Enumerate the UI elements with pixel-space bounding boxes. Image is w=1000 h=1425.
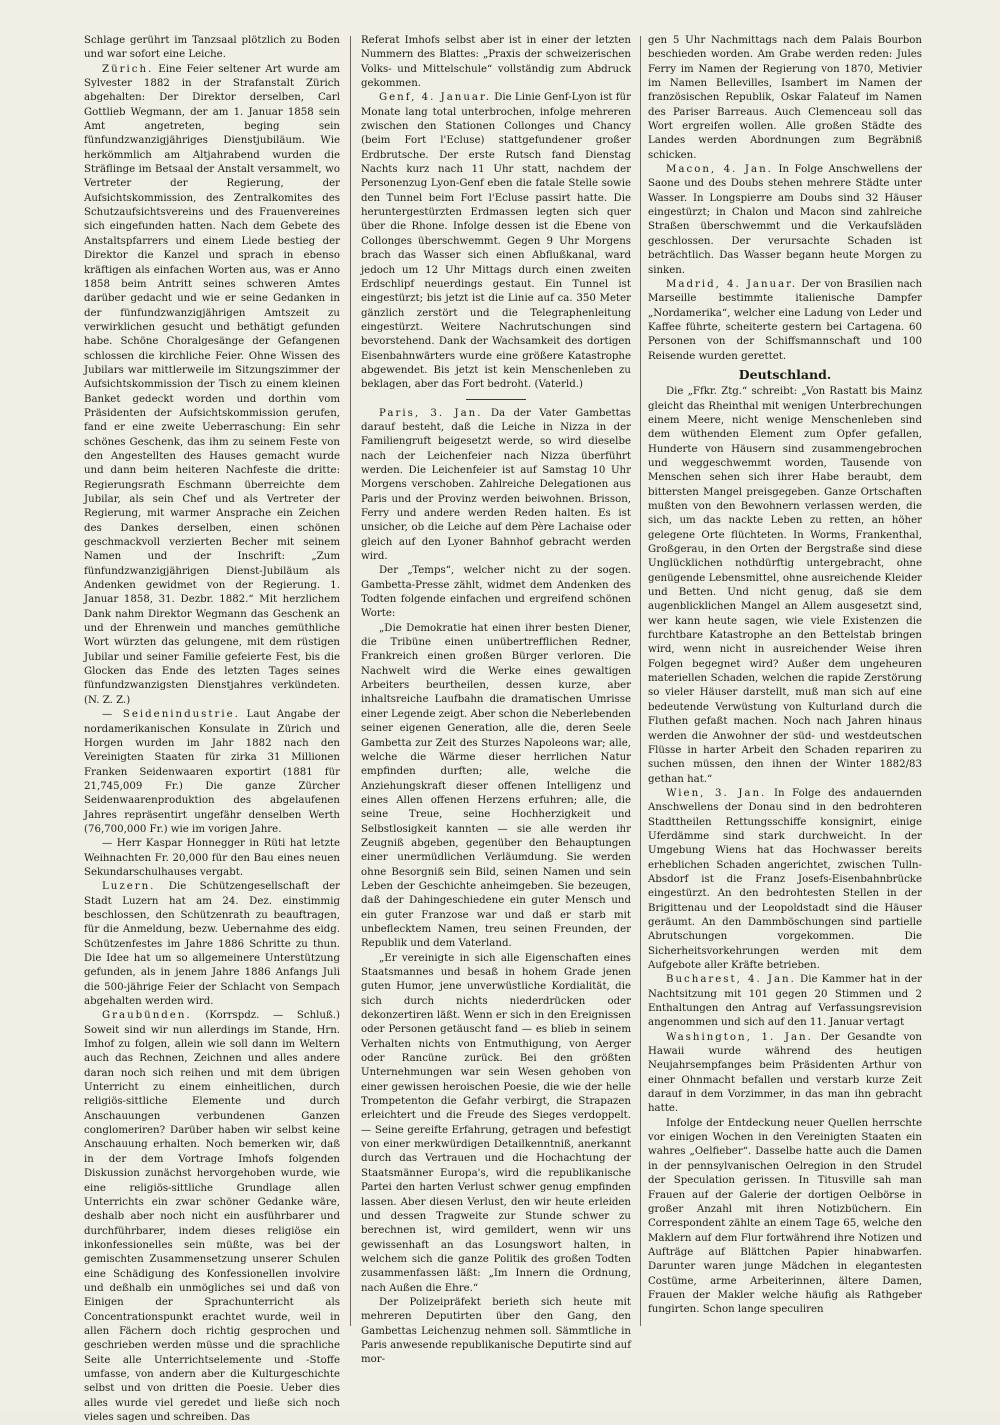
dateline: Zürich. [102, 63, 154, 75]
section-heading: Deutschland. [738, 366, 832, 382]
article-paragraph: Infolge der Entdeckung neuer Quellen herrschte vor einigen Wochen in den Vereinigten Staaten ein wahres „Oelfieber“. Dasselbe hatte auch die Damen in der pennsylvanischen Oelregion in den Strudel der Speculation gerissen. In Titusville sah man Frauen auf der Galerie der dortigen Oelbörse in großer Anzahl mit ihren Notizbüchern. Ein Correspondent zählte an einem Tage 65, welche den Maklern auf dem Flur fortwährend ihre Notizen und Aufträge auf Blättchen Papier hinabwarfen. Darunter waren junge Mädchen in elegantesten Costüme, arme Arbeiterinnen, ältere Damen, Frauen der Makler welche häufig als Rathgeber fungirten. Schon lange speculiren [648, 1117, 922, 1316]
article-paragraph: „Die Demokratie hat einen ihrer besten Diener, die Tribüne einen unübertrefflichen Redner, Frankreich einen großen Bürger verloren. Die Nachwelt wird die Werke eines gewaltigen Arbeiters beurtheilen, dessen kurze, aber inhaltsreiche Laufbahn die dramatischen Umrisse einer Legende zeigt. Aber schon die Neberlebenden seiner eigenen Generation, alle die, deren Seele Gambetta zur Zeit des Sturzes Napoleons war; alle, welche die Wärme dieser herrlichen Natur empfinden durften; alle, welche die Anziehungskraft dieser offenen Intelligenz und eines Allen offenen Herzens erfuhren; alle, die seine Treue, seine Hochherzigkeit und Selbstlosigkeit kannten — sie alle werden ihr Zeugniß abgeben, gegenüber den Behauptungen einer unermüdlichen Verläumdung. Sie werden ohne Besorgniß sein Bild, seinen Namen und sein Leben der Geschichte anheimgeben. Sie bezeugen, daß der Dahingeschiedene ein guter Mensch und ein guter Franzose war und daß er starb mit unbeflecktem Namen, treu seinen Freunden, der Republik und dem Vaterland. [361, 622, 631, 950]
article-paragraph: Bucharest, 4. Jan. Die Kammer hat in der Nachtsitzung mit 101 gegen 20 Stimmen und 2 Enthaltungen den Antrag auf Verfassungsrevision angenommen und sich auf den 11. Januar vertagt [648, 974, 922, 1029]
article-paragraph: Paris, 3. Jan. Da der Vater Gambettas darauf besteht, daß die Leiche in Nizza in der Familiengruft beigesetzt werde, so wird dieselbe nach der Leichenfeier nach Nizza überführt werden. Die Leichenfeier ist auf Samstag 10 Uhr Morgens verschoben. Zahlreiche Delegationen aus Paris und der Provinz werden beiwohnen. Brisson, Ferry und andere werden Reden halten. Es ist unsicher, ob die Leiche auf dem Père Lachaise oder gleich auf den Lyoner Bahnhof gebracht werden wird. [361, 407, 631, 563]
dateline: Madrid, 4. Januar. [666, 278, 798, 290]
dateline: Der Polizeipräfekt [379, 1296, 481, 1308]
article-paragraph: „Er vereinigte in sich alle Eigenschaften eines Staatsmannes und besaß in hohem Grade jenen guten Humor, jene unverwüstliche Kordialität, die sich durch nichts niederdrücken oder dekonzertiren läßt. Wenn er sich in den Ereignissen oder Personen getäuscht fand — es blieb in seinem Verhalten nichts von Entmuthigung, von Aerger oder Rancüne zurück. Bei den größten Unternehmungen war sein Wesen gehoben von einer gewissen heroischen Poesie, die wie der helle Trompetenton die Gefahr verbirgt, die Strapazen erleichtert und die Freude des Sieges verdoppelt. — Seine gereifte Erfahrung, getragen und befestigt von einer merkwürdigen Detailkenntniß, anerkannt durch das Vertrauen und die Hochachtung der Staatsmänner Europa's, wird die republikanische Partei den harten Verlust schwer genug empfinden lassen. Aber diesen Verlust, den wir heute erleiden und dessen Tragweite zur Stunde schwer zu berechnen ist, wird gemildert, wenn wir uns gewissenhaft an das Losungswort halten, in welchem sich die ganze Politik des großen Todten zusammenfassen läßt: „Im Innern die Ordnung, nach Außen die Ehre.“ [361, 952, 631, 1294]
dateline: — Herr Kaspar Honnegger in Rüti [102, 838, 286, 850]
article-separator [466, 399, 526, 400]
dateline: Macon, 4. Jan. [666, 164, 773, 176]
article-paragraph: Macon, 4. Jan. In Folge Anschwellens der Saone und des Doubs stehen mehrere Städte unter Wasser. In Longspierre am Doubs sind 32 Häuser eingestürzt; in Chalon und Macon sind zahlreiche Straßen überschwemmt und die Verkaufsläden geschlossen. Der verursachte Schaden ist beträchtlich. Das Wasser begann heute Morgen zu sinken. [648, 164, 922, 276]
column-divider [350, 36, 351, 1326]
column-left [84, 34, 340, 1423]
article-paragraph: — Herr Kaspar Honnegger in Rüti hat letzte Weihnachten Fr. 20,000 für den Bau eines neuen Sekundarschulhauses vergabt. [84, 838, 340, 878]
article-paragraph: Genf, 4. Januar. Die Linie Genf-Lyon ist für Monate lang total unterbrochen, infolge mehreren zwischen den Stationen Collonges und Chancy (beim Fort l'Ecluse) stattgefundener großer Erdbrutsche. Der erste Rutsch fand Dienstag Nachts kurz nach 11 Uhr statt, nachdem der Personenzug Lyon-Genf eben die fatale Stelle sowie den Tunnel beim Fort l'Ecluse passirt hatte. Die heruntergestürzten Erdmassen legten sich quer über die Rhone. Infolge dessen ist die Ebene von Collonges überschwemmt. Gegen 9 Uhr Morgens brach das Wasser sich einen Abflußkanal, ward jedoch um 12 Uhr Mittags durch einen zweiten Erdschlipf neuerdings gestaut. Ein Tunnel ist eingestürzt; bis jetzt ist die Linie auf ca. 350 Meter gänzlich zerstört und die Telegraphenleitung eingestürzt. Weitere Nachrutschungen sind bevorstehend. Dank der Wachsamkeit des dortigen Eisenbahnwärters wurde eine größere Katastrophe abgewendet. Bis jetzt ist kein Menschenleben zu beklagen, aber das Fort bedroht. (Vaterld.) [361, 92, 631, 391]
article-paragraph: Referat Imhofs selbst aber ist in einer der letzten Nummern des Blattes: „Praxis der schweizerischen Volks- und Mittelschule“ vollständig zum Abdruck gekommen. [361, 35, 631, 90]
dateline: Luzern. [102, 881, 156, 893]
article-paragraph: Madrid, 4. Januar. Der von Brasilien nach Marseille bestimmte italienische Dampfer „Nordamerika“, welcher eine Ladung von Leder und Kaffee führte, scheiterte gestern bei Cartagena. 60 Personen von der Schiffsmannschaft und 100 Reisende wurden gerettet. [648, 278, 923, 362]
column-middle [361, 34, 631, 1366]
dateline: Der „Temps“, [379, 565, 455, 577]
article-paragraph: Der „Temps“, welcher nicht zu der sogen. Gambetta-Presse zählt, widmet dem Andenken des Todten folgende einfachen und ergreifend schönen Worte: [361, 565, 631, 620]
article-paragraph: gen 5 Uhr Nachmittags nach dem Palais Bourbon beschieden worden. Am Grabe werden reden: Jules Ferry im Namen der Regierung von 1870, Metivier im Namen Bellevilles, Isambert im Namen der französischen Republik, Oskar Falateuf im Namen des Pariser Barreaus. Auch Clemenceau soll das Wort ergreifen wollen. Alle großen Städte des Landes werden Abordnungen zum Begräbniß schicken. [648, 35, 922, 161]
dateline: Washington, 1. Jan. [666, 1031, 813, 1043]
article-paragraph: Washington, 1. Jan. Der Gesandte von Hawaii wurde während des heutigen Neujahrsempfanges beim Präsidenten Arthur von einer Ohnmacht befallen und verstarb kurze Zeit darauf in dem Vorzimmer, in das man ihn gebracht hatte. [648, 1031, 922, 1115]
article-paragraph: Luzern. Die Schützengesellschaft der Stadt Luzern hat am 24. Dez. einstimmig beschlossen, den Schützenrath zu beauftragen, für die Anmeldung, bezw. Uebernahme des eidg. Schützenfestes im Jahre 1886 Schritte zu thun. Die Idee hat um so allgemeinere Unterstützung gefunden, als in jenem Jahre 1886 Anfangs Juli die 500-jährige Feier der Schlacht von Sempach abgehalten werden wird. [84, 881, 340, 1008]
article-paragraph: Der Polizeipräfekt berieth sich heute mit mehreren Deputirten über den Gang, den Gambettas Leichenzug nehmen soll. Sämmtliche in Paris anwesende republikanische Deputirte sind auf mor- [361, 1296, 631, 1366]
dateline: Wien, 3. Jan. [666, 787, 767, 799]
dateline: Paris, 3. Jan. [379, 407, 483, 419]
dateline: Bucharest, 4. Jan. [666, 974, 796, 986]
article-paragraph: Graubünden. (Korrspdz. — Schluß.) Soweit sind wir nun allerdings im Stande, Hrn. Imhof zu folgen, allein wie soll dann im Weltern auch das Rechnen, Zeichnen und alles andere daran noch sich reihen und mit dem übrigen Unterricht zu einem einheitlichen, durch religiös-sittliche Elemente und durch Anschauungen verbundenen Ganzen conglomeriren? Darüber haben wir selbst keine Anschauung erhalten. Noch bemerken wir, daß in der dem Vortrage Imhofs folgenden Diskussion zunächst hervorgehoben wurde, wie eine religiös-sittliche Grundlage allen Unterrichts ein zwar schöner Gedanke wäre, deshalb aber noch nicht ein ausführbarer und durchführbarer, indem dieses religiöse ein inkonfessionelles sein müßte, was bei der gemischten Zusammensetzung unserer Schulen eine Schädigung des Konfessionellen involvire und deßhalb ein unmögliches sei und daß von Einigen der Sprachunterricht als Concentrationspunkt erachtet wurde, weil in allen Fächern doch richtig gesprochen und geschrieben werden müsse und die sprachliche Seite alle Unterrichtselemente und -Stoffe umfasse, von andern aber die Kulturgeschichte selbst und von dritten die Poesie. Ueber dies alles wurde viel geredet und ließe sich noch vieles sagen und schreiben. Das [84, 1010, 340, 1423]
column-right [648, 34, 922, 1324]
column-divider [640, 36, 641, 1326]
dateline: Graubünden. [102, 1010, 192, 1022]
dateline: Genf, 4. Januar. [379, 92, 491, 104]
article-paragraph: Wien, 3. Jan. In Folge des andauernden Anschwellens der Donau sind in den bedrohteren Stadttheilen Rettungsschiffe konsignirt, einige Uferdämme sind stark durchweicht. In der Umgebung Wiens hat das Hochwasser bereits erheblichen Schaden angerichtet, zwischen Tulln-Absdorf ist die Franz Josefs-Eisenbahnbrücke eingestürzt. An den bedrohtesten Stellen in der Brigittenau und der Leopoldstadt sind die Häuser geräumt. An den Dammböschungen sind partielle Abrutschungen vorgekommen. Die Sicherheitsvorkehrungen werden mit dem Aufgebote aller Kräfte betrieben. [648, 787, 922, 971]
article-paragraph: Zürich. Eine Feier seltener Art wurde am Sylvester 1882 in der Strafanstalt Zürich abgehalten: Der Direktor derselben, Carl Gottlieb Wegmann, der am 1. Januar 1858 sein Amt angetreten, beging sein fünfundzwanzigjähriges Dienstjubiläum. Wie herkömmlich am Altjahrabend wurden die Sträflinge im Betsaal der Anstalt versammelt, wo Vertreter der Regierung, der Aufsichtskommission, des Zentralkomites des Schutzaufsichtsvereins und des Frauenvereines sich eingefunden hatten. Nach dem Gebete des Anstaltspfarrers und einem Liede bestieg der Direktor die Kanzel und sprach in ebenso kräftigen als einfachen Worten aus, was er Anno 1858 beim Antritt seines schweren Amtes darüber gedacht und wie er seine Gedanken in der fünfundzwanzigjährigen Amtszeit zu verwirklichen gesucht und bethätigt gefunden habe. Schöne Choralgesänge der Gefangenen schlossen die kirchliche Feier. Ohne Wissen des Jubilars war mittlerweile im Sitzungszimmer der Aufsichtskommission der Tisch zu einem kleinen Banket gedeckt worden und dorthin vom Präsidenten der Aufsichtskommission gerufen, fand er eine zweite Ueberraschung: Ein sehr schönes Geschenk, das ihm zu seinem Feste von den Angestellten des Hauses gemacht wurde und dann beim heiteren Nachfeste die dritte: Regierungsrath Eschmann überreichte dem Jubilar, als sein Chef und als Vertreter der Regierung, mit warmer Ansprache ein Zeichen des Dankes derselben, einen schönen geschmackvoll verzierten Becher mit seinem Namen und der Inschrift: „Zum fünfundzwanzigjährigen Dienst-Jubiläum als Andenken gewidmet von der Regierung. 1. Januar 1858, 31. Dezbr. 1882.“ Mit herzlichem Dank nahm Direktor Wegmann das Geschenk an und der Ehrenwein und manches gemüthliche Wort würzten das gelungene, mit dem rüstigen Jubilar und seiner Familie gefeierte Fest, bis die Glocken das Ende des letzten Tages seines fünfundzwanzigsten Dienstjahres verkündeten. (N. Z. Z.) [84, 63, 340, 706]
dateline: — Seidenindustrie. [102, 709, 240, 721]
article-paragraph: Die „Ffkr. Ztg.“ schreibt: „Von Rastatt bis Mainz gleicht das Rheinthal mit wenigen Unterbrechungen einem Meere, nicht wenige Menschenleben sind dem wüthenden Element zum Opfer gefallen, Hunderte von Häusern sind zusammengebrochen und weggeschwemmt worden, Tausende von Menschen sehen sich ihrer Habe beraubt, dem bittersten Mangel preisgegeben. Ganze Ortschaften mußten von den Bewohnern verlassen werden, die sich, um das nackte Leben zu retten, an höher gelegene Orte flüchteten. In Worms, Frankenthal, Großgerau, in den Orten der Bergstraße sind diese Unglücklichen nothdürftig untergebracht, ohne genügende Lebensmittel, ohne ausreichende Kleider und Betten. Und nicht genug, daß sie dem augenblicklichen Mangel an Allem ausgesetzt sind, wer kann heute sagen, wie viele Existenzen die furchtbare Katastrophe an den Bettelstab bringen wird, wenn nicht in ausreichender Weise ihren Folgen begegnet wird? Außer dem ungeheuren materiellen Schaden, welchen die rapide Zerstörung so vieler Häuser darstellt, muß man sich auf eine bedeutende Verwüstung von Kulturland durch die Fluthen gefaßt machen. Noch nach Jahren hinaus werden die Anwohner der süd- und westdeutschen Flüsse in harter Arbeit den Schaden repariren zu suchen müssen, den ihnen der Winter 1882/83 gethan hat.“ [648, 386, 922, 785]
article-paragraph: — Seidenindustrie. Laut Angabe der nordamerikanischen Konsulate in Zürich und Horgen wurden im Jahr 1882 nach den Vereinigten Staaten für zirka 31 Millionen Franken Seidenwaaren exportirt (1881 für 21,745,009 Fr.) Die ganze Zürcher Seidenwaarenproduktion des abgelaufenen Jahres repräsentirt ungefähr denselben Werth (76,700,000 Fr.) wie im vorigen Jahre. [84, 709, 340, 835]
article-paragraph: Schlage gerührt im Tanzsaal plötzlich zu Boden und war sofort eine Leiche. [84, 35, 340, 61]
